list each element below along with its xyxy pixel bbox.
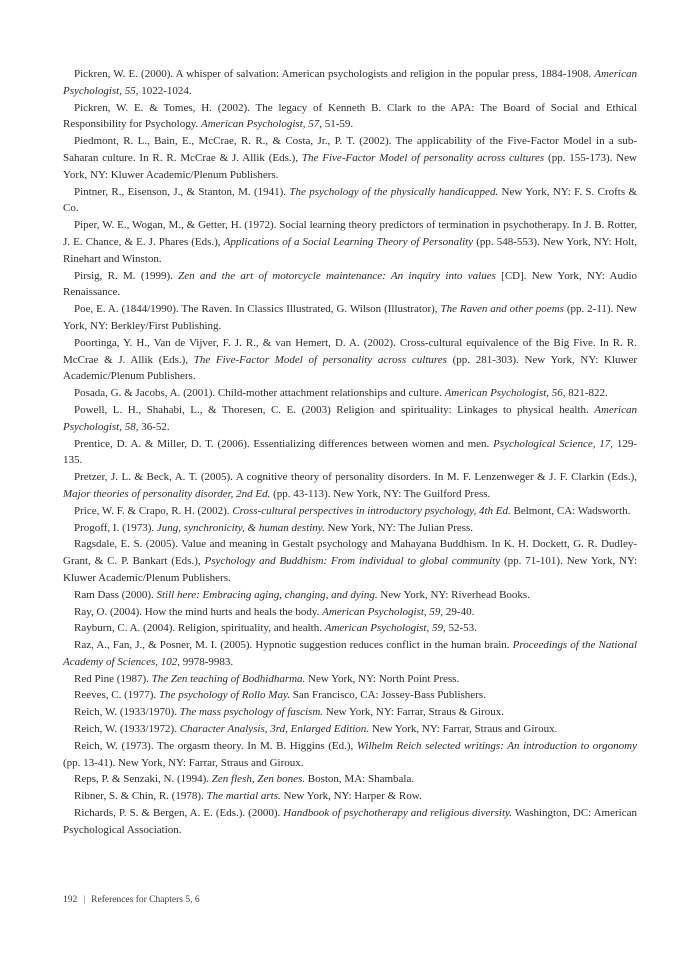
reference-entry bbox=[63, 402, 637, 436]
reference-title-italic: American Psychologist, 59, bbox=[322, 605, 444, 618]
reference-entry bbox=[63, 671, 637, 688]
reference-text: New York, NY: Farrar, Straus & Giroux. bbox=[323, 706, 504, 719]
reference-text: 51-59. bbox=[322, 118, 354, 131]
reference-text: 52-53. bbox=[445, 622, 477, 635]
reference-title-italic: Character Analysis, 3rd, Enlarged Edition. bbox=[179, 723, 370, 736]
reference-title-italic: The psychology of the physically handicapped. bbox=[289, 185, 499, 198]
reference-text: 129-135. bbox=[63, 437, 637, 467]
reference-title-italic: Cross-cultural perspectives in introductory psychology, 4th Ed. bbox=[232, 504, 511, 517]
reference-entry bbox=[63, 436, 637, 470]
reference-entry bbox=[63, 100, 637, 134]
reference-title-italic: The mass psychology of fascism. bbox=[179, 706, 324, 719]
reference-title-italic: American Psychologist, 56, bbox=[444, 387, 566, 400]
reference-title-italic: American Psychologist, 59, bbox=[324, 622, 446, 635]
reference-entry bbox=[63, 687, 637, 704]
reference-text: 9978-9983. bbox=[179, 655, 234, 668]
reference-text: Reich, W. (1973). The orgasm theory. In M. B. Higgins (Ed.), bbox=[74, 739, 357, 752]
reference-entry bbox=[63, 637, 637, 671]
reference-text: 36-52. bbox=[138, 420, 170, 433]
reference-title-italic: American Psychologist, 58, bbox=[63, 403, 637, 433]
reference-title-italic: Jung, synchronicity, & human destiny. bbox=[156, 521, 325, 534]
reference-text: Ragsdale, E. S. (2005). Value and meaning in Gestalt psychology and Mahayana Buddhism. In K. H. Dockett, G. R. Dudley-Grant, & C. P. Bankart (Eds.), bbox=[63, 538, 637, 568]
reference-entry bbox=[63, 133, 637, 183]
reference-text: Red Pine (1987). bbox=[74, 672, 152, 685]
reference-text: Powell, L. H., Shahabi, L., & Thoresen, C. E. (2003) Religion and spirituality: Linkages to physical health. bbox=[74, 403, 595, 416]
reference-text: 29-40. bbox=[443, 605, 475, 618]
reference-entry bbox=[63, 738, 637, 772]
reference-title-italic: Major theories of personality disorder, 2nd Ed. bbox=[63, 487, 271, 500]
reference-text: Pickren, W. E. & Tomes, H. (2002). The legacy of Kenneth B. Clark to the APA: The Board of Social and Ethical Responsibility for Psychology. bbox=[63, 101, 637, 131]
reference-title-italic: American Psychologist, 57, bbox=[201, 118, 322, 131]
reference-text: Piper, W. E., Wogan, M., & Getter, H. (1972). Social learning theory predictors of termination in psychotherapy. In J. B. Rotter, J. E. Chance, & E. J. Phares (Eds.), bbox=[63, 219, 637, 248]
reference-title-italic: Wilhelm Reich selected writings: An introduction to orgonomy bbox=[356, 739, 638, 752]
reference-title-italic: The Zen teaching of Bodhidharma. bbox=[151, 672, 306, 685]
reference-entry bbox=[63, 604, 637, 621]
reference-text: (pp. 71-101). New York, NY: Kluwer Academic/Plenum Publishers. bbox=[63, 555, 637, 584]
reference-entry bbox=[63, 520, 637, 537]
reference-entry bbox=[63, 184, 637, 218]
reference-title-italic: Handbook of psychotherapy and religious diversity. bbox=[283, 807, 513, 820]
reference-entry bbox=[63, 335, 637, 385]
footer-separator: | bbox=[83, 895, 86, 905]
reference-text: 1022-1024. bbox=[138, 84, 192, 97]
reference-entry bbox=[63, 385, 637, 402]
reference-text: Pickren, W. E. (2000). A whisper of salvation: American psychologists and religion in the popular press, 1884-1908. bbox=[74, 68, 595, 80]
reference-text: Belmont, CA: Wadsworth. bbox=[510, 504, 631, 517]
reference-text: Prentice, D. A. & Miller, D. T. (2006). Essentializing differences between women and men. bbox=[74, 437, 494, 450]
reference-entry bbox=[63, 301, 637, 335]
reference-title-italic: Applications of a Social Learning Theory of Personality bbox=[223, 235, 474, 248]
reference-text: [CD]. New York, NY: Audio Renaissance. bbox=[63, 269, 637, 299]
reference-text: Pintner, R., Eisenson, J., & Stanton, M. (1941). bbox=[74, 185, 290, 198]
reference-text: New York, NY: F. S. Crofts & Co. bbox=[63, 185, 638, 215]
reference-text: Pretzer, J. L. & Beck, A. T. (2005). A cognitive theory of personality disorders. In M. F. Lenzenweger & J. F. Clarkin (Eds.), bbox=[74, 471, 637, 484]
reference-entry bbox=[63, 268, 637, 302]
reference-title-italic: Still here: Embracing aging, changing, and dying. bbox=[156, 588, 378, 601]
reference-entry bbox=[63, 771, 637, 788]
reference-title-italic: Psychology and Buddhism: From individual to global community bbox=[204, 555, 501, 568]
reference-text: 821-822. bbox=[565, 387, 608, 400]
reference-text: Posada, G. & Jacobs, A. (2001). Child-mother attachment relationships and culture. bbox=[74, 387, 445, 400]
reference-text: Washington, DC: American Psychological Association. bbox=[63, 807, 637, 836]
reference-text: Raz, A., Fan, J., & Posner, M. I. (2005). Hypnotic suggestion reduces conflict in the human brain. bbox=[74, 639, 513, 652]
reference-entry bbox=[63, 788, 637, 805]
reference-title-italic: Psychological Science, 17, bbox=[493, 437, 614, 450]
reference-entry bbox=[63, 704, 637, 721]
reference-text: (pp. 43-113). New York, NY: The Guilford Press. bbox=[270, 487, 491, 500]
reference-text: (pp. 13-41). New York, NY: Farrar, Straus and Giroux. bbox=[63, 756, 304, 769]
reference-title-italic: Zen and the art of motorcycle maintenance: An inquiry into values bbox=[178, 269, 496, 282]
reference-title-italic: Proceedings of the National Academy of Sciences, 102, bbox=[63, 639, 638, 668]
reference-text: Rayburn, C. A. (2004). Religion, spirituality, and health. bbox=[74, 622, 325, 635]
reference-title-italic: The psychology of Rollo May. bbox=[158, 689, 290, 702]
page-footer bbox=[63, 894, 200, 906]
reference-title-italic: American Psychologist, 55, bbox=[63, 68, 637, 97]
reference-entry bbox=[63, 721, 637, 738]
reference-text: Poortinga, Y. H., Van de Vijver, F. J. R., & van Hemert, D. A. (2002). Cross-cultural equivalence of the Big Five. In R. R. McCrae & J. Allik (Eds.), bbox=[63, 336, 637, 366]
reference-text: (pp. 155-173). New York, NY: Kluwer Academic/Plenum Publishers. bbox=[63, 151, 638, 181]
reference-text: Piedmont, R. L., Bain, E., McCrae, R. R., & Costa, Jr., P. T. (2002). The applicability of the Five-Factor Model in a sub-Saharan culture. In R. R. McCrae & J. Allik (Eds.), bbox=[63, 135, 637, 164]
reference-text: New York, NY: Farrar, Straus and Giroux. bbox=[369, 723, 558, 736]
reference-text: Reich, W. (1933/1972). bbox=[74, 723, 180, 736]
reference-text: Poe, E. A. (1844/1990). The Raven. In Classics Illustrated, G. Wilson (Illustrator), bbox=[74, 303, 441, 316]
page-number: 192 bbox=[63, 895, 78, 905]
reference-text: New York, NY: The Julian Press. bbox=[324, 521, 474, 534]
reference-entry bbox=[63, 620, 637, 637]
reference-text: Ram Dass (2000). bbox=[74, 588, 157, 601]
reference-text: New York, NY: Harper & Row. bbox=[280, 790, 422, 803]
reference-text: Pirsig, R. M. (1999). bbox=[74, 269, 179, 282]
reference-title-italic: The Raven and other poems bbox=[440, 303, 564, 316]
footer-section-label: References for Chapters 5, 6 bbox=[91, 895, 200, 905]
reference-text: Boston, MA: Shambala. bbox=[305, 773, 415, 786]
reference-text: Ray, O. (2004). How the mind hurts and heals the body. bbox=[74, 605, 323, 618]
reference-text: San Francisco, CA: Jossey-Bass Publishers. bbox=[290, 689, 486, 702]
reference-entry bbox=[63, 536, 637, 586]
references-list bbox=[63, 66, 637, 839]
reference-title-italic: The Five-Factor Model of personality across cultures bbox=[193, 353, 447, 366]
reference-text: (pp. 548-553). New York, NY: Holt, Rinehart and Winston. bbox=[63, 235, 637, 265]
reference-title-italic: Zen flesh, Zen bones. bbox=[211, 773, 305, 786]
reference-entry bbox=[63, 587, 637, 604]
reference-text: Reich, W. (1933/1970). bbox=[74, 706, 180, 719]
reference-title-italic: The martial arts. bbox=[206, 790, 281, 803]
reference-text: (pp. 2-11). New York, NY: Berkley/First Publishing. bbox=[63, 303, 638, 332]
reference-text: New York, NY: North Point Press. bbox=[305, 672, 460, 685]
reference-entry bbox=[63, 217, 637, 267]
reference-text: New York, NY: Riverhead Books. bbox=[377, 588, 530, 601]
reference-entry bbox=[63, 469, 637, 503]
reference-entry bbox=[63, 805, 637, 839]
reference-text: Ribner, S. & Chin, R. (1978). bbox=[74, 790, 207, 803]
reference-text: Price, W. F. & Crapo, R. H. (2002). bbox=[74, 504, 233, 517]
reference-entry bbox=[63, 503, 637, 520]
reference-text: Progoff, I. (1973). bbox=[74, 521, 157, 534]
reference-text: Reps, P. & Senzaki, N. (1994). bbox=[74, 773, 212, 786]
reference-text: (pp. 281-303). New York, NY: Kluwer Academic/Plenum Publishers. bbox=[63, 353, 638, 383]
reference-title-italic: The Five-Factor Model of personality across cultures bbox=[301, 151, 545, 164]
reference-text: Reeves, C. (1977). bbox=[74, 689, 159, 702]
reference-entry bbox=[63, 66, 637, 100]
reference-text: Richards, P. S. & Bergen, A. E. (Eds.). (2000). bbox=[74, 807, 284, 820]
